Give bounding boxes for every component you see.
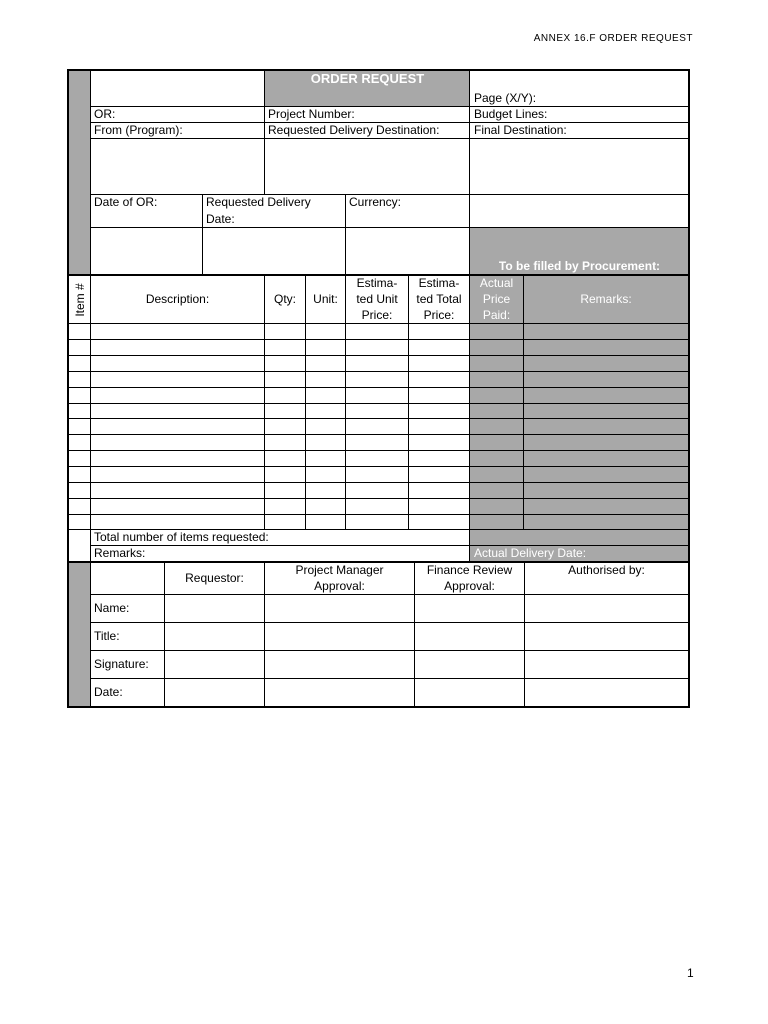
actual-price-header-2: Price — [482, 292, 511, 306]
requested-delivery-date-label-1: Requested Delivery — [206, 195, 311, 209]
est-unit-price-header-1: Estima- — [356, 276, 398, 290]
final-destination-label: Final Destination: — [474, 123, 567, 137]
finance-approval-header-1: Finance Review — [426, 563, 513, 577]
signature-row-label: Signature: — [94, 657, 149, 671]
name-row-label: Name: — [94, 601, 130, 615]
est-unit-price-header-2: ted Unit — [356, 292, 398, 306]
est-total-price-header-2: ted Total — [416, 292, 462, 306]
total-items-label: Total number of items requested: — [94, 530, 269, 544]
finance-approval-header-2: Approval: — [444, 579, 495, 593]
qty-header: Qty: — [273, 292, 296, 306]
est-unit-price-header-3: Price: — [361, 308, 393, 322]
description-header: Description: — [145, 292, 210, 306]
currency-label: Currency: — [349, 195, 402, 209]
actual-price-header-1: Actual — [479, 276, 514, 290]
pm-approval-header-1: Project Manager — [295, 563, 384, 577]
left-margin-band-bottom — [68, 562, 91, 707]
item-number-header: Item # — [73, 283, 87, 317]
date-of-or-label: Date of OR: — [94, 195, 158, 209]
annex-title: ANNEX 16.F ORDER REQUEST — [533, 33, 693, 44]
pm-approval-header-2: Approval: — [314, 579, 365, 593]
authorised-by-header: Authorised by: — [568, 563, 645, 577]
est-total-price-header-1: Estima- — [418, 276, 460, 290]
title-row-label: Title: — [94, 629, 120, 643]
form-title: ORDER REQUEST — [310, 71, 425, 86]
page-field-label: Page (X/Y): — [474, 91, 537, 105]
requestor-header: Requestor: — [185, 571, 244, 585]
or-label: OR: — [94, 107, 116, 121]
requested-delivery-destination-label: Requested Delivery Destination: — [268, 123, 440, 137]
procurement-note: To be filled by Procurement: — [498, 259, 661, 273]
page-number: 1 — [687, 966, 694, 980]
actual-delivery-date-label: Actual Delivery Date: — [474, 546, 587, 560]
date-row-label: Date: — [94, 685, 123, 699]
budget-lines-label: Budget Lines: — [474, 107, 548, 121]
procurement-remarks-header: Remarks: — [580, 292, 632, 306]
project-number-label: Project Number: — [268, 107, 355, 121]
left-margin-band-top — [68, 70, 91, 275]
unit-header: Unit: — [313, 292, 338, 306]
from-program-label: From (Program): — [94, 123, 183, 137]
est-total-price-header-3: Price: — [423, 308, 455, 322]
requested-delivery-date-label-2: Date: — [206, 212, 235, 226]
remarks-row-label: Remarks: — [94, 546, 146, 560]
actual-price-header-3: Paid: — [482, 308, 511, 322]
